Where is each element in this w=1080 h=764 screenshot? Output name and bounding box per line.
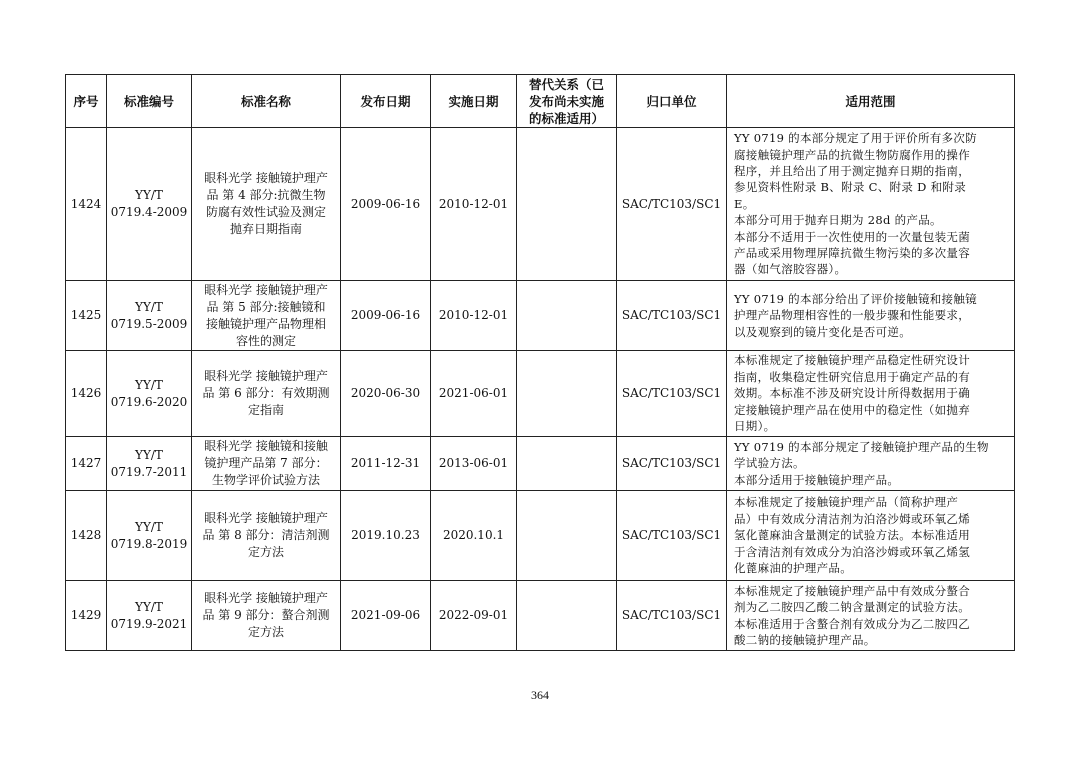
cell-unit: SAC/TC103/SC1 [617,351,727,437]
cell-replacement [517,281,617,351]
cell-implement-date: 2010-12-01 [431,128,517,281]
cell-scope-line: 本标准规定了接触镜护理产品（简称护理产 [734,495,959,510]
cell-code [107,581,192,651]
cell-scope-line: 学试验方法。 [734,456,805,471]
table-row [66,491,1015,581]
cell-scope-line: 效期。本标准不涉及研究设计所得数据用于确 [734,386,970,401]
cell-name-line: 定方法 [247,625,284,639]
header-seq: 序号 [66,75,107,128]
cell-code-line: YY/T [135,599,163,614]
table-row [66,581,1015,651]
cell-name-line: 品 第 9 部分：螯合剂测 [202,608,330,622]
cell-publish-date: 2011-12-31 [341,437,431,491]
header-scope: 适用范围 [727,75,1015,128]
cell-code-line: YY/T [135,188,163,202]
cell-name-line: 眼科光学 接触镜护理产 [204,171,328,185]
table-row [66,351,1015,437]
cell-name-line: 镜护理产品第 7 部分： [204,456,328,470]
cell-replacement [517,437,617,491]
cell-scope-line: YY 0719 的本部分给出了评价接触镜和接触镜 [734,291,977,306]
cell-name-line: 眼科光学 接触镜护理产 [204,369,328,383]
cell-scope-line: 本标准适用于含螯合剂有效成分为乙二胺四乙 [734,616,970,631]
cell-unit: SAC/TC103/SC1 [617,128,727,281]
cell-implement-date: 2013-06-01 [431,437,517,491]
cell-scope-line: 本部分不适用于一次性使用的一次量包装无菌 [734,229,970,244]
cell-publish-date: 2009-06-16 [341,128,431,281]
cell-code-line: 0719.5-2009 [110,316,188,331]
cell-scope-line: 品）中有效成分清洁剂为泊洛沙姆或环氧乙烯 [734,511,970,526]
cell-scope-line: 本标准规定了接触镜护理产品中有效成分螯合 [734,583,970,598]
cell-name-line: 品 第 6 部分：有效期测 [202,386,330,400]
cell-unit: SAC/TC103/SC1 [617,437,727,491]
cell-scope-line: 本标准规定了接触镜护理产品稳定性研究设计 [734,353,970,368]
cell-seq: 1425 [66,281,107,351]
header-replacement-line: 发布尚未实施 [528,93,604,109]
cell-code [107,351,192,437]
header-code: 标准编号 [107,75,192,128]
cell-seq: 1426 [66,351,107,437]
cell-unit: SAC/TC103/SC1 [617,281,727,351]
cell-code-line: YY/T [135,299,163,314]
cell-name-line: 眼科光学 接触镜护理产 [204,282,328,297]
cell-code [107,281,192,351]
cell-scope-line: 氢化蓖麻油含量测定的试验方法。本标准适用 [734,528,970,543]
cell-code [107,128,192,281]
cell-implement-date: 2022-09-01 [431,581,517,651]
page-number: 364 [531,688,549,702]
cell-scope-line: 指南，收集稳定性研究信息用于确定产品的有 [734,369,970,384]
header-name: 标准名称 [192,75,341,128]
cell-scope [727,581,1015,651]
cell-implement-date: 2020.10.1 [431,491,517,581]
cell-seq: 1424 [66,128,107,281]
cell-code-line: 0719.8-2019 [110,536,188,551]
table-row [66,128,1015,281]
table-body [66,128,1015,651]
cell-scope-line: 程序，并且给出了用于测定抛弃日期的指南， [734,163,970,178]
cell-seq: 1428 [66,491,107,581]
cell-code-line: YY/T [135,447,163,462]
cell-code-line: 0719.4-2009 [110,205,188,219]
standards-table [65,74,1015,651]
cell-code-line: YY/T [135,377,163,392]
cell-code-line: YY/T [135,519,163,534]
cell-name-line: 接触镜护理产品物理相 [205,316,326,331]
cell-scope-line: YY 0719 的本部分规定了接触镜护理产品的生物 [734,439,989,454]
cell-name-line: 品 第 5 部分:接触镜和 [206,299,326,314]
cell-scope [727,351,1015,437]
cell-scope-line: 腐接触镜护理产品的抗微生物防腐作用的操作 [734,147,970,162]
cell-scope-line: 酸二钠的接触镜护理产品。 [734,632,876,647]
cell-name [192,128,341,281]
header-replacement-line: 的标准适用） [528,110,604,126]
cell-name-line: 定指南 [247,403,284,417]
header-replacement [517,75,617,128]
cell-code-line: 0719.9-2021 [110,616,188,631]
cell-name-line: 品 第 4 部分:抗微生物 [206,188,326,202]
cell-scope-line: 以及观察到的镜片变化是否可逆。 [734,324,911,339]
cell-implement-date: 2010-12-01 [431,281,517,351]
cell-name [192,281,341,351]
cell-replacement [517,491,617,581]
table-row [66,281,1015,351]
cell-unit: SAC/TC103/SC1 [617,491,727,581]
cell-name-line: 眼科光学 接触镜和接触 [204,439,328,453]
cell-scope-line: 器（如气溶胶容器）。 [734,262,847,277]
cell-scope-line: 产品或采用物理屏障抗微生物污染的多次量容 [734,246,970,261]
cell-publish-date: 2021-09-06 [341,581,431,651]
cell-scope [727,128,1015,281]
header-publish-date: 发布日期 [341,75,431,128]
cell-scope-line: 护理产品物理相容性的一般步骤和性能要求， [734,308,970,323]
cell-name [192,351,341,437]
cell-code [107,437,192,491]
cell-seq: 1427 [66,437,107,491]
cell-code [107,491,192,581]
cell-scope-line: 日期）。 [734,419,776,434]
cell-implement-date: 2021-06-01 [431,351,517,437]
cell-name-line: 定方法 [247,545,284,559]
header-replacement-line: 替代关系（已 [528,76,604,92]
cell-scope-line: 定接触镜护理产品在使用中的稳定性（如抛弃 [734,402,970,417]
cell-scope [727,437,1015,491]
cell-code-line: 0719.7-2011 [110,464,188,479]
header-implement-date: 实施日期 [431,75,517,128]
cell-name [192,581,341,651]
cell-name-line: 生物学评价试验方法 [211,473,320,487]
cell-scope-line: 于含清洁剂有效成分为泊洛沙姆或环氧乙烯氢 [734,544,970,559]
cell-code-line: 0719.6-2020 [110,394,188,409]
cell-scope-line: YY 0719 的本部分规定了用于评价所有多次防 [734,131,977,146]
cell-scope-line: 剂为乙二胺四乙酸二钠含量测定的试验方法。 [734,600,970,615]
cell-replacement [517,581,617,651]
cell-publish-date: 2020-06-30 [341,351,431,437]
header-unit: 归口单位 [617,75,727,128]
cell-scope-line: E。 [734,196,755,211]
cell-name-line: 容性的测定 [235,333,296,348]
cell-replacement [517,351,617,437]
cell-unit: SAC/TC103/SC1 [617,581,727,651]
cell-scope-line: 本部分适用于接触镜护理产品。 [734,472,900,487]
cell-name-line: 眼科光学 接触镜护理产 [204,591,328,605]
cell-name-line: 抛弃日期指南 [229,222,302,236]
cell-scope [727,491,1015,581]
cell-publish-date: 2009-06-16 [341,281,431,351]
cell-scope-line: 化蓖麻油的护理产品。 [734,561,852,576]
table-header-row [66,75,1015,128]
cell-scope-line: 参见资料性附录 B、附录 C、附录 D 和附录 [734,180,966,195]
cell-name [192,437,341,491]
cell-scope-line: 本部分可用于抛弃日期为 28d 的产品。 [734,213,942,228]
cell-replacement [517,128,617,281]
cell-publish-date: 2019.10.23 [341,491,431,581]
cell-name-line: 眼科光学 接触镜护理产 [204,511,328,525]
table-row [66,437,1015,491]
cell-scope [727,281,1015,351]
cell-name-line: 防腐有效性试验及测定 [205,205,326,219]
cell-name [192,491,341,581]
cell-seq: 1429 [66,581,107,651]
cell-name-line: 品 第 8 部分：清洁剂测 [202,528,330,542]
